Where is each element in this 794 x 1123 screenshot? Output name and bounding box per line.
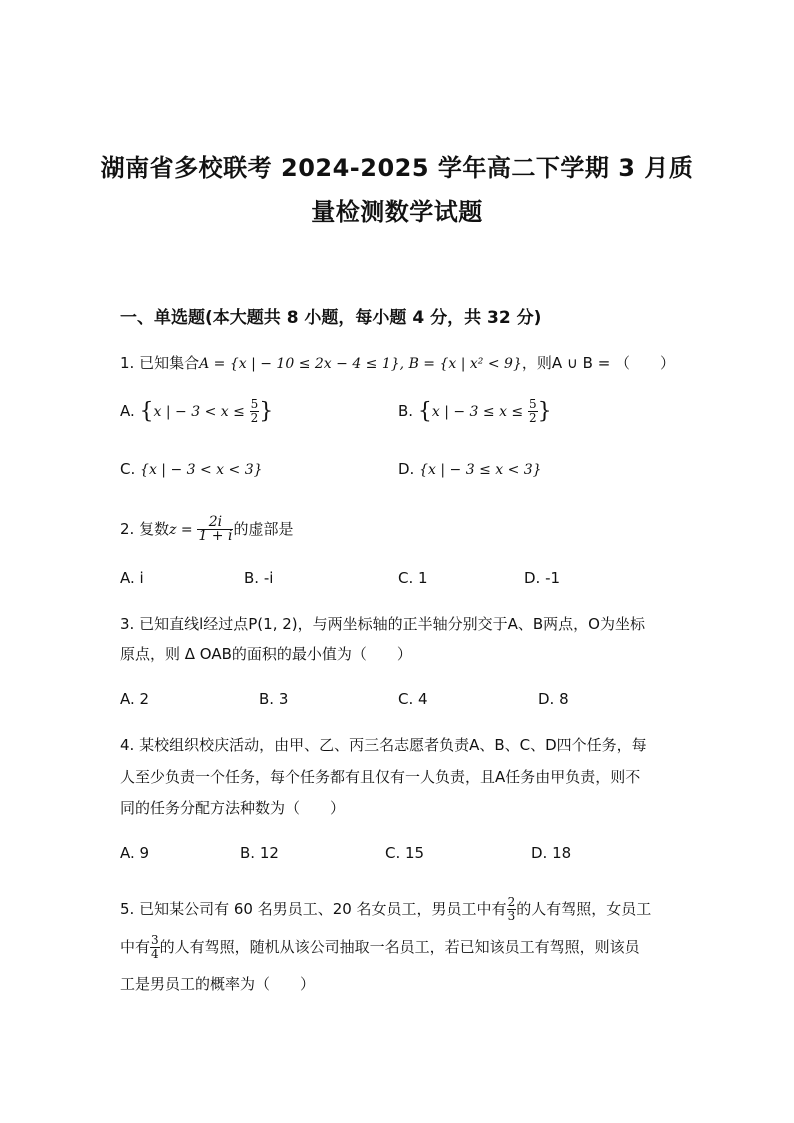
left-brace: { [417,399,432,424]
question-5-line2-text: 的人有驾照，随机从该公司抽取一名员工，若已知该员工有驾照，则该员 [159,938,640,956]
document-title-line2: 量检测数学试题 [311,198,483,226]
option-b-expression: x | − 3 ≤ x ≤ [431,404,524,420]
question-4-option-d: D. 18 [531,844,572,862]
question-3-option-a: A. 2 [120,690,150,708]
right-brace: } [537,399,552,424]
question-2-fraction [197,516,233,543]
question-4-line2: 人至少负责一个任务，每个任务都有且仅有一人负责，且A任务由甲负责，则不 [120,768,641,786]
question-5-fraction-1 [507,896,517,923]
question-5-fraction-2 [150,934,160,961]
question-5-line1 [120,896,651,923]
question-2-option-d: D. -1 [524,569,561,587]
option-c-expression: {x | − 3 < x < 3} [140,462,263,478]
option-label: C. [120,460,136,478]
option-d-expression: {x | − 3 ≤ x < 3} [419,462,542,478]
question-4-option-c: C. 15 [385,844,425,862]
fraction-numerator: 3 [151,933,159,947]
question-4-option-a: A. 9 [120,844,150,862]
option-a-fraction [250,398,260,425]
option-b-fraction [528,398,538,425]
fraction-numerator: 5 [528,397,537,411]
question-5-line2 [120,934,640,961]
question-5-line2-start: 中有 [120,938,151,956]
question-3-line2: 原点，则 Δ OAB的面积的最小值为（ ） [120,645,412,663]
question-4-line3: 同的任务分配方法种数为（ ） [120,799,346,817]
question-1-set-a: A = {x | − 10 ≤ 2x − 4 ≤ 1} [199,356,400,372]
question-1-set-b: , B = {x | x² < 9} [399,356,522,372]
question-1-option-a [120,398,273,425]
question-3-option-c: C. 4 [398,690,428,708]
fraction-numerator: 2i [197,516,233,530]
question-1-suffix: ，则A ∪ B = （ ） [521,354,676,372]
question-2-option-b: B. -i [244,569,274,587]
fraction-denominator: 1 + i [198,528,233,544]
question-4-option-b: B. 12 [240,844,279,862]
question-3-option-d: D. 8 [538,690,569,708]
fraction-numerator: 5 [250,397,259,411]
option-a-expression: x | − 3 < x ≤ [153,404,245,420]
question-1-option-b [398,398,552,425]
question-1-option-c [120,460,263,478]
question-2-suffix: 的虚部是 [233,520,294,538]
fraction-denominator: 2 [250,411,259,425]
option-label: D. [398,460,415,478]
fraction-numerator: 2 [507,895,516,909]
document-title-line1: 湖南省多校联考 2024-2025 学年高二下学期 3 月质 [100,154,694,182]
option-label: B. [398,402,414,420]
fraction-denominator: 2 [528,411,537,425]
question-4-line1: 4. 某校组织校庆活动，由甲、乙、丙三名志愿者负责A、B、C、D四个任务，每 [120,736,647,754]
question-1-option-d [398,460,542,478]
fraction-denominator: 4 [151,947,159,961]
question-2-stem [120,516,293,543]
fraction-denominator: 3 [507,909,516,923]
question-5-line1-text: 5. 已知某公司有 60 名男员工、20 名女员工，男员工中有 [120,900,507,918]
left-brace: { [139,399,154,424]
question-5-line3: 工是男员工的概率为（ ） [120,975,316,993]
right-brace: } [259,399,274,424]
section-heading: 一、单选题(本大题共 8 小题，每小题 4 分，共 32 分) [120,308,542,328]
question-5-line1-end: 的人有驾照，女员工 [516,900,652,918]
question-2-option-c: C. 1 [398,569,428,587]
question-3-option-b: B. 3 [259,690,289,708]
question-1-stem [120,352,675,373]
question-3-line1: 3. 已知直线l经过点P(1, 2)，与两坐标轴的正半轴分别交于A、B两点，O为坐标 [120,615,645,633]
option-label: A. [120,402,135,420]
question-2-option-a: A. i [120,569,144,587]
question-2-variable: z = [169,522,193,538]
question-2-prefix: 2. 复数 [120,520,170,538]
question-1-prefix: 1. 已知集合 [120,354,200,372]
